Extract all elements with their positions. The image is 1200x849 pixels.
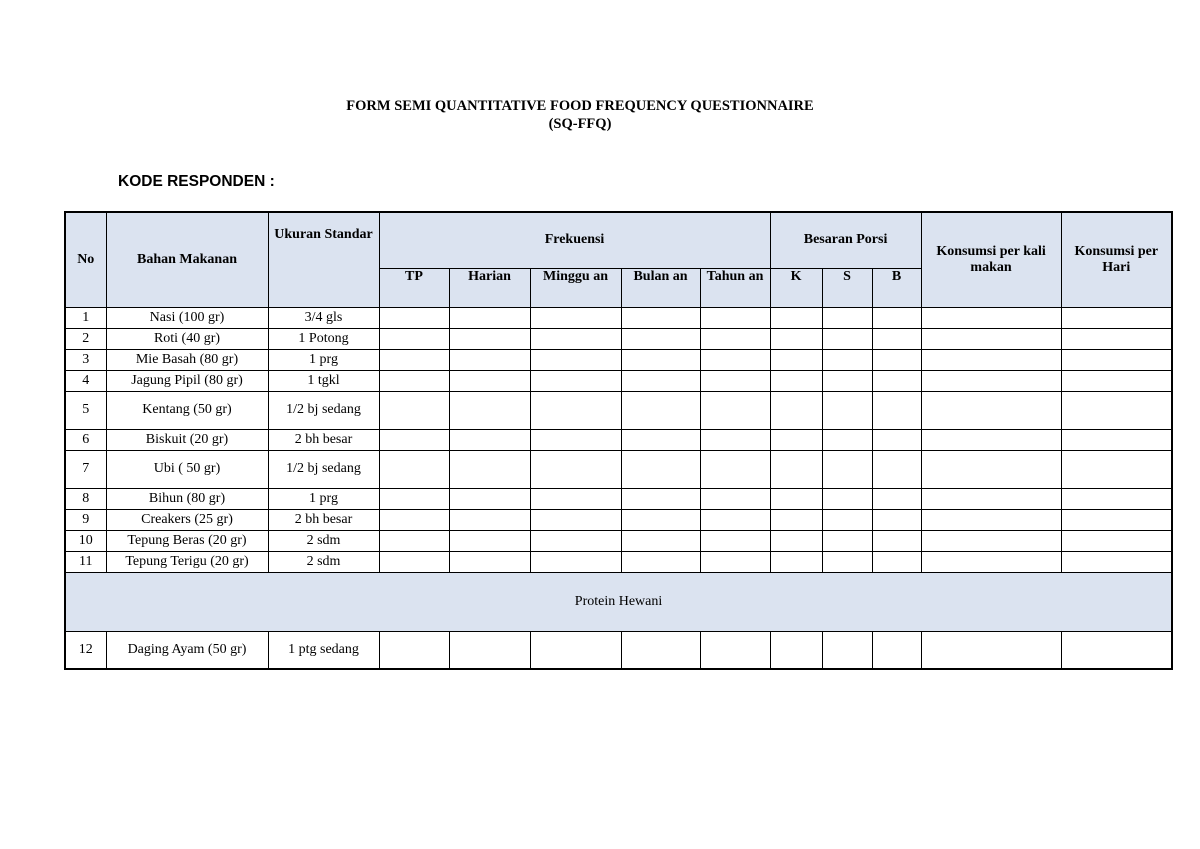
entry-cell[interactable]: [530, 349, 621, 370]
table-row: [65, 328, 1172, 349]
row-no: 6: [65, 429, 106, 450]
entry-cell[interactable]: [700, 429, 770, 450]
entry-cell[interactable]: [700, 349, 770, 370]
entry-cell[interactable]: [1061, 530, 1172, 551]
entry-cell[interactable]: [1061, 370, 1172, 391]
entry-cell[interactable]: [921, 530, 1061, 551]
entry-cell[interactable]: [449, 349, 530, 370]
header-frekuensi-col: Tahun an: [700, 268, 770, 307]
entry-cell[interactable]: [1061, 488, 1172, 509]
header-porsi-col: B: [872, 268, 921, 307]
entry-cell[interactable]: [449, 509, 530, 530]
entry-cell[interactable]: [379, 530, 449, 551]
entry-cell[interactable]: [872, 551, 921, 572]
entry-cell[interactable]: [770, 429, 822, 450]
header-frekuensi-col: Minggu an: [530, 268, 621, 307]
entry-cell[interactable]: [700, 551, 770, 572]
entry-cell[interactable]: [921, 391, 1061, 429]
entry-cell[interactable]: [449, 450, 530, 488]
entry-cell[interactable]: [822, 450, 872, 488]
row-ukuran-standar: 2 bh besar: [268, 509, 379, 530]
entry-cell[interactable]: [530, 509, 621, 530]
entry-cell[interactable]: [379, 429, 449, 450]
header-ukuran-standar: Ukuran Standar: [268, 212, 379, 307]
row-ukuran-standar: 1 prg: [268, 349, 379, 370]
form-title: [0, 97, 1160, 133]
entry-cell[interactable]: [921, 307, 1061, 328]
row-ukuran-standar: 1 ptg sedang: [268, 631, 379, 669]
entry-cell[interactable]: [700, 509, 770, 530]
header-porsi-col: S: [822, 268, 872, 307]
row-ukuran-standar: 1 Potong: [268, 328, 379, 349]
entry-cell[interactable]: [621, 631, 700, 669]
entry-cell[interactable]: [379, 307, 449, 328]
table-row: [65, 307, 1172, 328]
table-row: [65, 391, 1172, 429]
row-bahan-makanan: Nasi (100 gr): [106, 307, 268, 328]
header-besaran-porsi: Besaran Porsi: [770, 212, 921, 268]
row-no: 12: [65, 631, 106, 669]
row-bahan-makanan: Roti (40 gr): [106, 328, 268, 349]
entry-cell[interactable]: [770, 551, 822, 572]
entry-cell[interactable]: [621, 509, 700, 530]
entry-cell[interactable]: [530, 551, 621, 572]
entry-cell[interactable]: [872, 391, 921, 429]
entry-cell[interactable]: [872, 450, 921, 488]
entry-cell[interactable]: [379, 551, 449, 572]
row-no: 3: [65, 349, 106, 370]
entry-cell[interactable]: [379, 450, 449, 488]
entry-cell[interactable]: [379, 349, 449, 370]
row-no: 8: [65, 488, 106, 509]
entry-cell[interactable]: [770, 488, 822, 509]
header-konsumsi-per-kali-makan: Konsumsi per kali makan: [921, 212, 1061, 307]
row-bahan-makanan: Tepung Terigu (20 gr): [106, 551, 268, 572]
entry-cell[interactable]: [621, 488, 700, 509]
row-bahan-makanan: Kentang (50 gr): [106, 391, 268, 429]
entry-cell[interactable]: [822, 429, 872, 450]
header-no: No: [65, 212, 106, 307]
entry-cell[interactable]: [379, 631, 449, 669]
row-bahan-makanan: Daging Ayam (50 gr): [106, 631, 268, 669]
row-no: 10: [65, 530, 106, 551]
entry-cell[interactable]: [822, 530, 872, 551]
header-porsi-col: K: [770, 268, 822, 307]
row-no: 4: [65, 370, 106, 391]
entry-cell[interactable]: [621, 370, 700, 391]
entry-cell[interactable]: [1061, 509, 1172, 530]
kode-responden-label: KODE RESPONDEN :: [118, 173, 275, 190]
entry-cell[interactable]: [449, 488, 530, 509]
header-konsumsi-per-hari: Konsumsi per Hari: [1061, 212, 1172, 307]
entry-cell[interactable]: [921, 349, 1061, 370]
row-ukuran-standar: 1 tgkl: [268, 370, 379, 391]
header-frekuensi-col: Harian: [449, 268, 530, 307]
entry-cell[interactable]: [1061, 328, 1172, 349]
entry-cell[interactable]: [530, 307, 621, 328]
entry-cell[interactable]: [621, 450, 700, 488]
entry-cell[interactable]: [700, 530, 770, 551]
entry-cell[interactable]: [921, 509, 1061, 530]
entry-cell[interactable]: [921, 631, 1061, 669]
table-row: [65, 509, 1172, 530]
entry-cell[interactable]: [872, 631, 921, 669]
entry-cell[interactable]: [921, 488, 1061, 509]
entry-cell[interactable]: [621, 551, 700, 572]
entry-cell[interactable]: [379, 370, 449, 391]
entry-cell[interactable]: [700, 631, 770, 669]
entry-cell[interactable]: [1061, 349, 1172, 370]
section-row: [65, 572, 1172, 631]
entry-cell[interactable]: [700, 307, 770, 328]
entry-cell[interactable]: [449, 307, 530, 328]
section-label: Protein Hewani: [65, 572, 1172, 631]
table-row: [65, 450, 1172, 488]
form-title-line2: (SQ-FFQ): [548, 116, 612, 132]
entry-cell[interactable]: [621, 349, 700, 370]
table-row: [65, 349, 1172, 370]
table-body: [65, 307, 1172, 669]
entry-cell[interactable]: [449, 391, 530, 429]
entry-cell[interactable]: [1061, 551, 1172, 572]
entry-cell[interactable]: [621, 530, 700, 551]
table-row: [65, 370, 1172, 391]
entry-cell[interactable]: [530, 429, 621, 450]
entry-cell[interactable]: [822, 551, 872, 572]
sq-ffq-table: [64, 211, 1173, 670]
entry-cell[interactable]: [621, 307, 700, 328]
row-ukuran-standar: 3/4 gls: [268, 307, 379, 328]
entry-cell[interactable]: [770, 370, 822, 391]
header-frekuensi-col: TP: [379, 268, 449, 307]
form-title-line1: FORM SEMI QUANTITATIVE FOOD FREQUENCY QUESTIONNAIRE: [346, 98, 814, 114]
entry-cell[interactable]: [921, 429, 1061, 450]
entry-cell[interactable]: [449, 631, 530, 669]
entry-cell[interactable]: [449, 328, 530, 349]
entry-cell[interactable]: [700, 328, 770, 349]
entry-cell[interactable]: [530, 328, 621, 349]
row-bahan-makanan: Ubi ( 50 gr): [106, 450, 268, 488]
entry-cell[interactable]: [770, 328, 822, 349]
entry-cell[interactable]: [1061, 307, 1172, 328]
entry-cell[interactable]: [700, 391, 770, 429]
entry-cell[interactable]: [1061, 391, 1172, 429]
entry-cell[interactable]: [770, 530, 822, 551]
entry-cell[interactable]: [530, 530, 621, 551]
entry-cell[interactable]: [770, 450, 822, 488]
entry-cell[interactable]: [700, 450, 770, 488]
entry-cell[interactable]: [872, 488, 921, 509]
row-ukuran-standar: 1/2 bj sedang: [268, 450, 379, 488]
row-ukuran-standar: 2 sdm: [268, 551, 379, 572]
header-bahan-makanan: Bahan Makanan: [106, 212, 268, 307]
entry-cell[interactable]: [770, 307, 822, 328]
row-no: 9: [65, 509, 106, 530]
row-no: 5: [65, 391, 106, 429]
header-frekuensi-col: Bulan an: [621, 268, 700, 307]
entry-cell[interactable]: [530, 450, 621, 488]
entry-cell[interactable]: [621, 391, 700, 429]
entry-cell[interactable]: [822, 391, 872, 429]
entry-cell[interactable]: [449, 429, 530, 450]
row-bahan-makanan: Mie Basah (80 gr): [106, 349, 268, 370]
entry-cell[interactable]: [530, 631, 621, 669]
entry-cell[interactable]: [872, 429, 921, 450]
entry-cell[interactable]: [700, 488, 770, 509]
entry-cell[interactable]: [449, 551, 530, 572]
entry-cell[interactable]: [872, 349, 921, 370]
entry-cell[interactable]: [449, 370, 530, 391]
row-bahan-makanan: Biskuit (20 gr): [106, 429, 268, 450]
entry-cell[interactable]: [921, 328, 1061, 349]
entry-cell[interactable]: [530, 370, 621, 391]
row-ukuran-standar: 2 sdm: [268, 530, 379, 551]
row-no: 11: [65, 551, 106, 572]
table-row: [65, 631, 1172, 669]
entry-cell[interactable]: [700, 370, 770, 391]
entry-cell[interactable]: [921, 450, 1061, 488]
entry-cell[interactable]: [1061, 429, 1172, 450]
entry-cell[interactable]: [770, 631, 822, 669]
row-ukuran-standar: 1 prg: [268, 488, 379, 509]
row-bahan-makanan: Jagung Pipil (80 gr): [106, 370, 268, 391]
entry-cell[interactable]: [530, 391, 621, 429]
entry-cell[interactable]: [1061, 631, 1172, 669]
entry-cell[interactable]: [770, 349, 822, 370]
entry-cell[interactable]: [770, 509, 822, 530]
entry-cell[interactable]: [379, 488, 449, 509]
table-row: [65, 429, 1172, 450]
entry-cell[interactable]: [621, 328, 700, 349]
entry-cell[interactable]: [872, 530, 921, 551]
entry-cell[interactable]: [1061, 450, 1172, 488]
entry-cell[interactable]: [822, 349, 872, 370]
entry-cell[interactable]: [921, 551, 1061, 572]
row-bahan-makanan: Creakers (25 gr): [106, 509, 268, 530]
row-ukuran-standar: 1/2 bj sedang: [268, 391, 379, 429]
row-no: 1: [65, 307, 106, 328]
row-bahan-makanan: Tepung Beras (20 gr): [106, 530, 268, 551]
entry-cell[interactable]: [621, 429, 700, 450]
entry-cell[interactable]: [822, 509, 872, 530]
entry-cell[interactable]: [872, 328, 921, 349]
entry-cell[interactable]: [872, 509, 921, 530]
row-no: 2: [65, 328, 106, 349]
entry-cell[interactable]: [530, 488, 621, 509]
row-no: 7: [65, 450, 106, 488]
entry-cell[interactable]: [379, 391, 449, 429]
entry-cell[interactable]: [872, 370, 921, 391]
table-row: [65, 488, 1172, 509]
entry-cell[interactable]: [822, 370, 872, 391]
row-bahan-makanan: Bihun (80 gr): [106, 488, 268, 509]
entry-cell[interactable]: [921, 370, 1061, 391]
table-row: [65, 530, 1172, 551]
entry-cell[interactable]: [822, 307, 872, 328]
entry-cell[interactable]: [822, 631, 872, 669]
row-ukuran-standar: 2 bh besar: [268, 429, 379, 450]
entry-cell[interactable]: [872, 307, 921, 328]
header-frekuensi: Frekuensi: [379, 212, 770, 268]
entry-cell[interactable]: [379, 509, 449, 530]
entry-cell[interactable]: [822, 328, 872, 349]
entry-cell[interactable]: [379, 328, 449, 349]
entry-cell[interactable]: [770, 391, 822, 429]
entry-cell[interactable]: [822, 488, 872, 509]
table-row: [65, 551, 1172, 572]
entry-cell[interactable]: [449, 530, 530, 551]
